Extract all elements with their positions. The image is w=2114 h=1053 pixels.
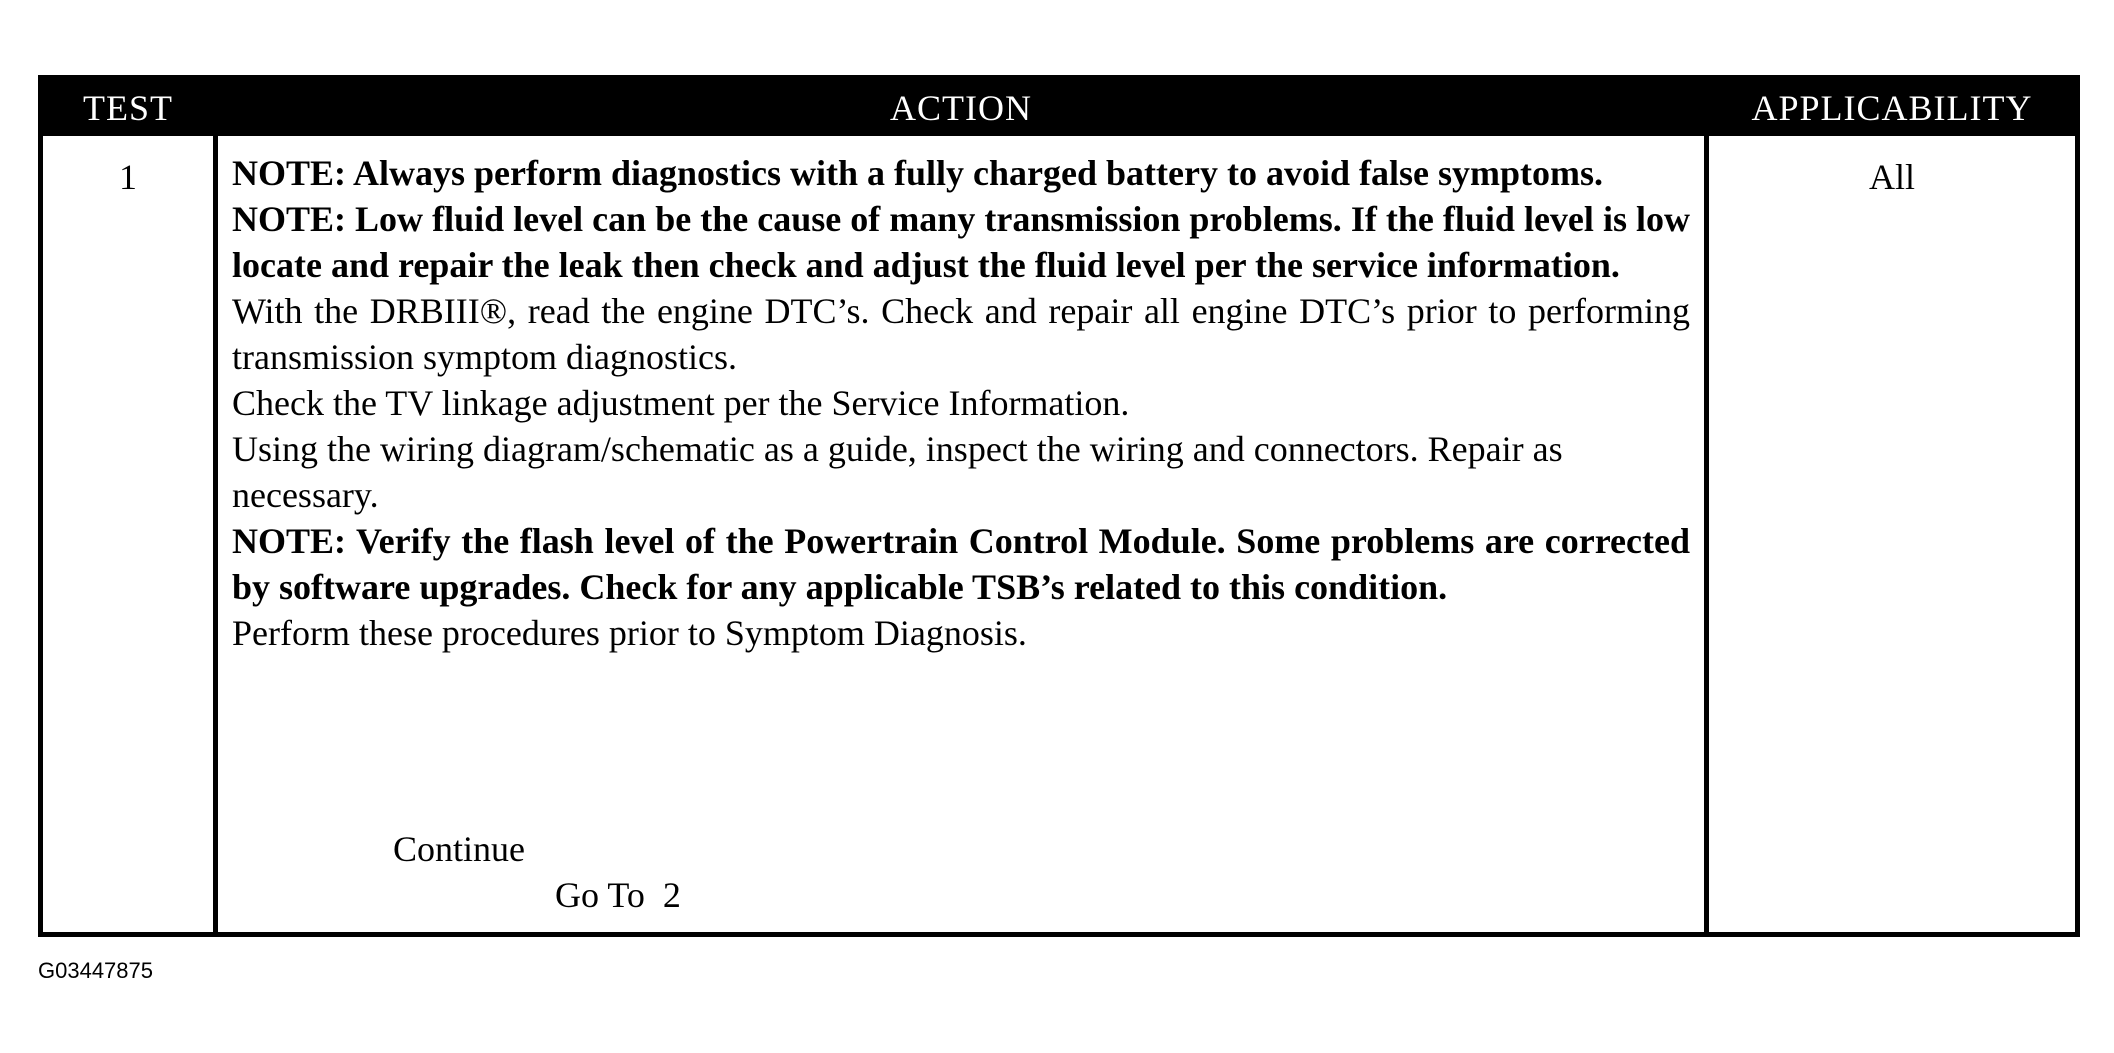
continue-label: Continue [393,829,525,869]
step-tv-linkage: Check the TV linkage adjustment per the Service Information. [232,383,1130,423]
header-action: ACTION [890,88,1032,128]
figure-id: G03447875 [38,958,153,983]
goto-instruction [555,874,681,916]
diagnostic-table [38,75,2080,937]
table-header-row [43,80,2075,136]
goto-target: 2 [662,875,681,915]
note-flash-level: NOTE: Verify the flash level of the Powertrain Control Module. Some problems are corrected by software upgrades. Check for any applicable TSB’s related to this condition. [232,521,1690,607]
header-test: TEST [83,88,173,128]
header-applicability: APPLICABILITY [1751,88,2033,128]
goto-label: Go To [555,875,645,915]
column-divider-action-applicability [1704,80,1709,932]
step-inspect-wiring: Using the wiring diagram/schematic as a guide, inspect the wiring and connectors. Repair as necessary. [232,429,1563,515]
action-cell [232,150,1690,656]
applicability-value: All [1868,157,1915,197]
note-fluid-level: NOTE: Low fluid level can be the cause of many transmission problems. If the fluid level is low locate and repair the leak then check and adjust the fluid level per the service information. [232,199,1690,285]
step-read-dtc: With the DRBIII®, read the engine DTC’s. Check and repair all engine DTC’s prior to performing transmission symptom diagnostics. [232,291,1690,377]
step-perform-prior: Perform these procedures prior to Symptom Diagnosis. [232,613,1027,653]
test-number: 1 [119,157,137,197]
note-battery: NOTE: Always perform diagnostics with a fully charged battery to avoid false symptoms. [232,153,1603,193]
column-divider-test-action [213,80,218,932]
